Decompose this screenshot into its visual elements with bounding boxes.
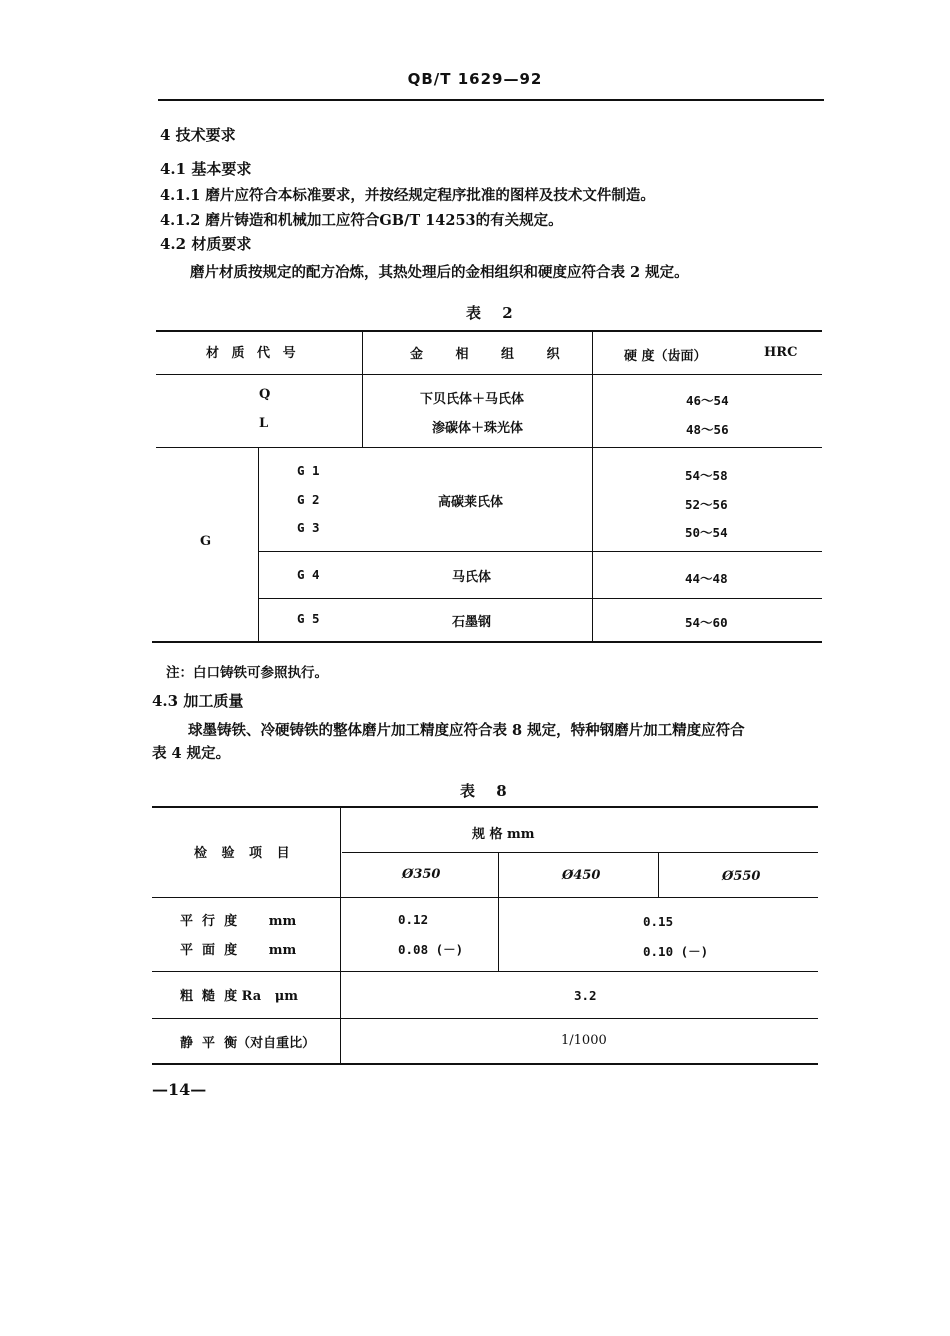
table-8-parallel-rest: 0.15: [643, 914, 674, 929]
table-2-sub-code: G 5: [297, 611, 320, 626]
section-4-2-text: 磨片材质按规定的配方冶炼，其热处理后的金相组织和硬度应符合表 2 规定。: [190, 264, 689, 281]
table-8-rough-label: 粗 糙 度 Ra μm: [180, 989, 299, 1004]
header-rule: [158, 99, 824, 101]
table-8-parallel-350: 0.12: [398, 912, 429, 927]
table-2-header-hardness: 硬 度（齿面）: [624, 349, 707, 364]
table-2-row-code: L: [259, 416, 269, 431]
table-8-parallel-label: 平 行 度 mm: [180, 914, 297, 929]
table-2-group-code: G: [200, 534, 212, 549]
table-2-header-hrc: HRC: [764, 345, 798, 360]
table-8-flat-label: 平 面 度 mm: [180, 943, 297, 958]
table-8-balance-label: 静 平 衡（对自重比）: [180, 1036, 316, 1051]
table-2-caption: 表 2: [466, 304, 521, 322]
table-2-note: 注：白口铸铁可参照执行。: [166, 665, 328, 681]
table-2-sub-code: G 3: [297, 520, 320, 535]
table-2-sub-hardness: 54～60: [685, 615, 728, 630]
standard-code: QB/T 1629—92: [407, 70, 543, 88]
table-8-flat-rest: 0.10 (－): [643, 944, 709, 959]
table-2-row-hardness: 46～54: [686, 393, 729, 408]
table-2-row-structure: 下贝氏体＋马氏体: [420, 392, 525, 407]
table-8-header-spec: 规 格 mm: [472, 827, 535, 842]
table-2-shared-structure: 高碳莱氏体: [438, 495, 504, 510]
section-4-1-1: 4.1.1 磨片应符合本标准要求，并按经规定程序批准的图样及技术文件制造。: [160, 187, 655, 204]
table-8-header-item: 检 验 项 目: [194, 846, 295, 861]
table-2-sub-hardness: 44～48: [685, 571, 728, 586]
table-8-rough-value: 3.2: [574, 988, 597, 1003]
table-8-flat-350: 0.08 (－): [398, 942, 464, 957]
table-8-header-d350: Ø350: [402, 867, 441, 882]
table-8-header-d450: Ø450: [562, 868, 601, 883]
table-2-row-structure: 渗碳体＋珠光体: [432, 421, 524, 436]
table-8-header-d550: Ø550: [722, 869, 761, 884]
table-8-caption: 表 8: [460, 782, 515, 800]
table-2-sub-hardness: 54～58: [685, 468, 728, 483]
table-2-sub-structure: 石墨钢: [452, 615, 492, 630]
table-2-sub-code: G 4: [297, 567, 320, 582]
table-2-sub-structure: 马氏体: [452, 570, 492, 585]
section-4-2-heading: 4.2 材质要求: [160, 235, 252, 253]
table-8-balance-value: 1/1000: [561, 1033, 607, 1048]
section-4-3-heading: 4.3 加工质量: [152, 692, 244, 710]
table-2-row-hardness: 48～56: [686, 422, 729, 437]
section-4-3-text-line2: 表 4 规定。: [152, 745, 231, 762]
section-4-1-heading: 4.1 基本要求: [160, 160, 252, 178]
section-4-3-text-line1: 球墨铸铁、冷硬铸铁的整体磨片加工精度应符合表 8 规定，特种钢磨片加工精度应符合: [188, 722, 745, 739]
section-4-1-2: 4.1.2 磨片铸造和机械加工应符合GB/T 14253的有关规定。: [160, 212, 563, 229]
table-2-sub-code: G 1: [297, 463, 320, 478]
table-2-header-structure: 金 相 组 织: [410, 347, 574, 362]
table-2-header-material: 材 质 代 号: [206, 346, 300, 361]
table-2-sub-code: G 2: [297, 492, 320, 507]
section-4-heading: 4 技术要求: [160, 126, 236, 144]
table-2-row-code: Q: [259, 387, 271, 402]
table-2-sub-hardness: 52～56: [685, 497, 728, 512]
page-number: —14—: [152, 1080, 207, 1099]
table-2-sub-hardness: 50～54: [685, 525, 728, 540]
